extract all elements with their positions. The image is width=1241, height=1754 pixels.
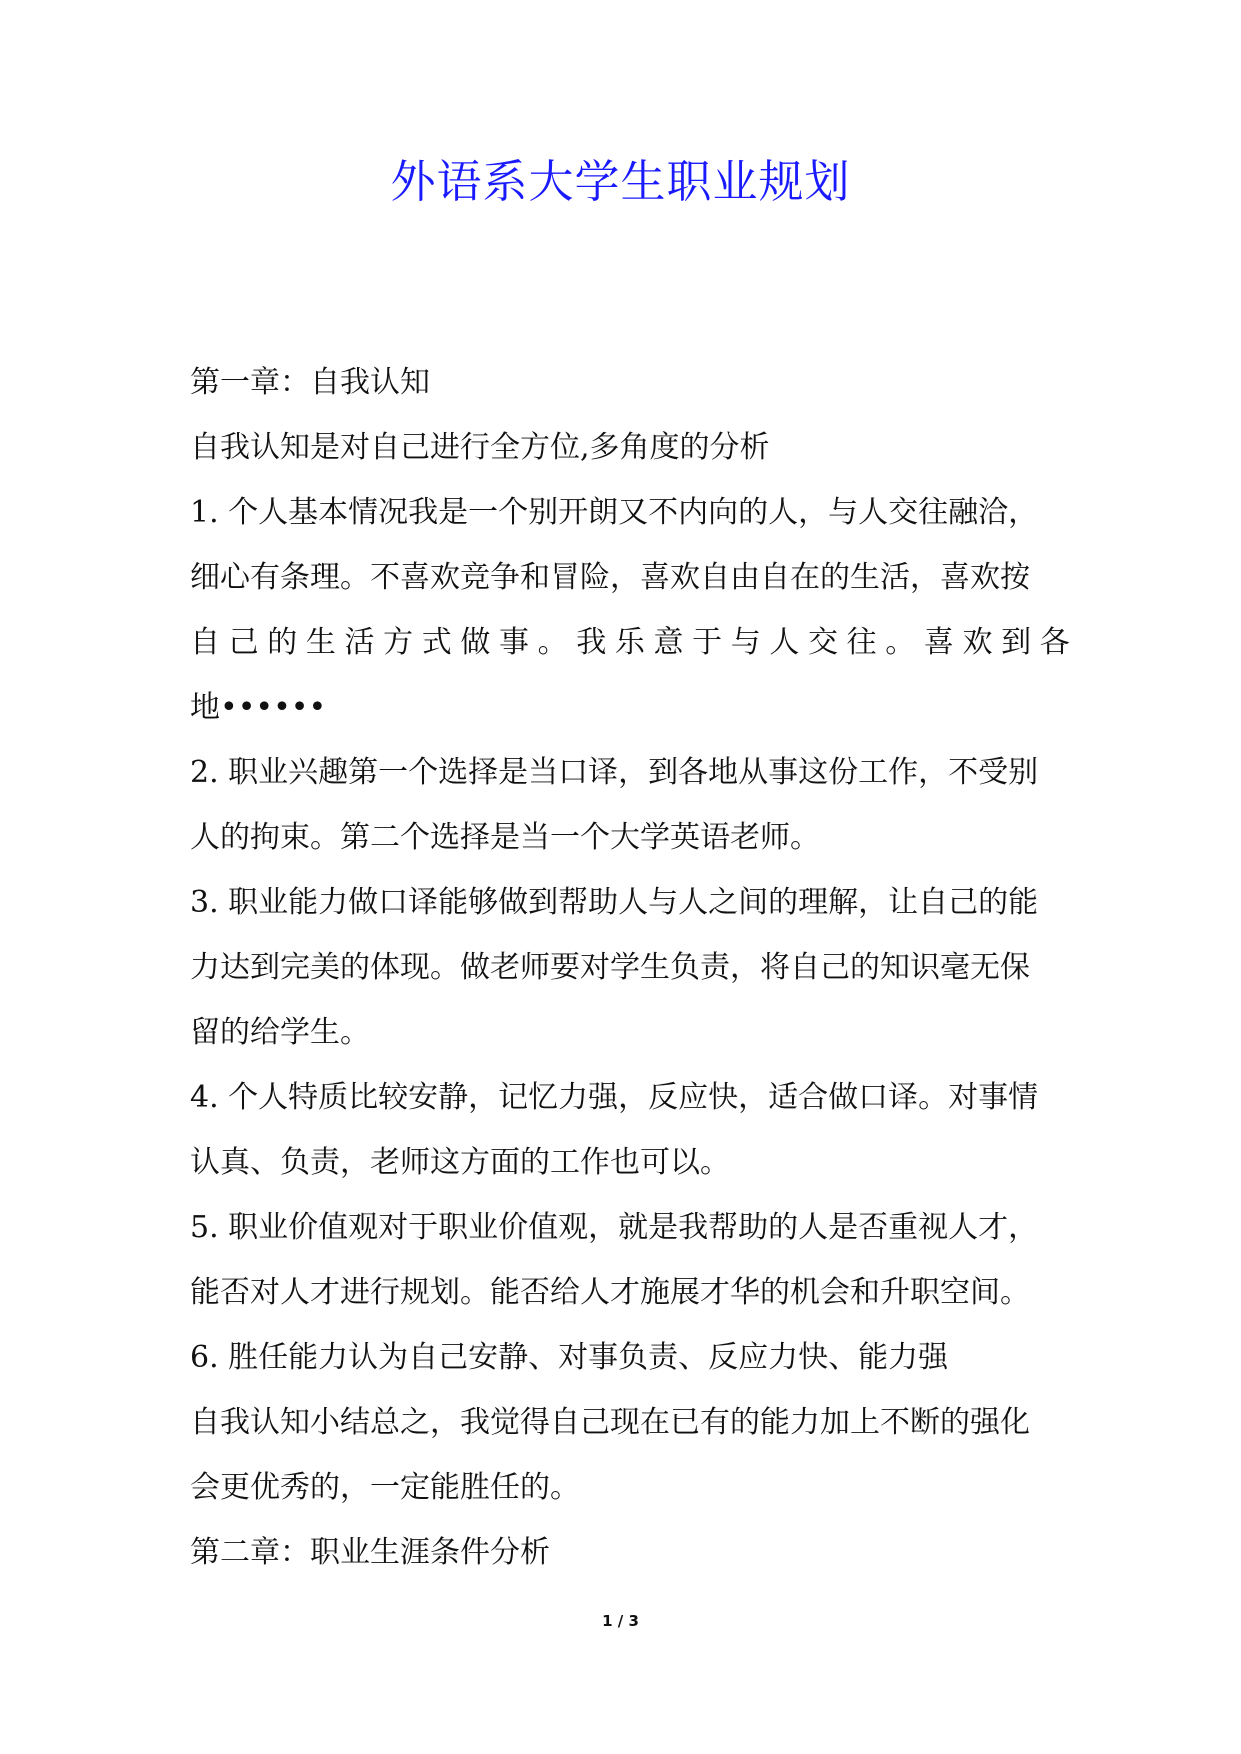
text-character: 乐	[614, 625, 645, 660]
paragraph-line: 1. 个人基本情况我是一个别开朗又不内向的人，与人交往融洽，	[190, 495, 1039, 530]
text-character: 于	[692, 625, 723, 660]
text-character: 自	[190, 625, 220, 660]
text-character: 。	[537, 625, 568, 660]
text-character: 式	[421, 625, 452, 660]
text-character: 方	[383, 625, 414, 660]
text-character: 意	[653, 625, 684, 660]
paragraph-line: 细心有条理。不喜欢竞争和冒险，喜欢自由自在的生活，喜欢按	[190, 560, 1030, 595]
justified-paragraph-line	[190, 610, 1070, 675]
paragraph-line: 留的给学生。	[190, 1015, 370, 1050]
paragraph-line: 人的拘束。第二个选择是当一个大学英语老师。	[190, 820, 820, 855]
text-character: 到	[1001, 625, 1032, 660]
text-character: 我	[576, 625, 607, 660]
paragraph-line: 认真、负责，老师这方面的工作也可以。	[190, 1145, 730, 1180]
text-character: 生	[305, 625, 336, 660]
paragraph-line: 会更优秀的，一定能胜任的。	[190, 1470, 580, 1505]
paragraph-line: 自我认知是对自己进行全方位,多角度的分析	[190, 430, 770, 465]
paragraph-line: 4. 个人特质比较安静，记忆力强，反应快，适合做口译。对事情	[190, 1080, 1039, 1115]
text-character: 欢	[962, 625, 993, 660]
paragraph-line: 5. 职业价值观对于职业价值观，就是我帮助的人是否重视人才，	[190, 1210, 1039, 1245]
paragraph-line: 2. 职业兴趣第一个选择是当口译，到各地从事这份工作，不受别	[190, 755, 1039, 790]
paragraph-line: 3. 职业能力做口译能够做到帮助人与人之间的理解，让自己的能	[190, 885, 1039, 920]
text-character: 与	[730, 625, 761, 660]
paragraph-line: 地••••••	[190, 690, 327, 725]
page-number: 1 / 3	[602, 1612, 639, 1630]
text-character: 交	[808, 625, 838, 660]
text-character: 往	[846, 625, 877, 660]
document-body	[190, 350, 1070, 1585]
paragraph-line: 能否对人才进行规划。能否给人才施展才华的机会和升职空间。	[190, 1275, 1030, 1310]
paragraph-line: 力达到完美的体现。做老师要对学生负责，将自己的知识毫无保	[190, 950, 1030, 985]
text-character: 活	[344, 625, 375, 660]
text-character: 。	[885, 625, 916, 660]
text-character: 己	[228, 625, 259, 660]
text-character: 人	[769, 625, 800, 660]
paragraph-line: 6. 胜任能力认为自己安静、对事负责、反应力快、能力强	[190, 1340, 949, 1375]
document-title: 外语系大学生职业规划	[390, 155, 851, 208]
chapter-heading: 第一章：自我认知	[190, 365, 430, 400]
text-character: 各	[1039, 625, 1070, 660]
text-character: 事	[499, 625, 529, 660]
text-character: 做	[460, 625, 491, 660]
paragraph-line: 自我认知小结总之，我觉得自己现在已有的能力加上不断的强化	[190, 1405, 1030, 1440]
text-character: 喜	[923, 625, 954, 660]
text-character: 的	[267, 625, 298, 660]
chapter-heading: 第二章：职业生涯条件分析	[190, 1535, 550, 1570]
